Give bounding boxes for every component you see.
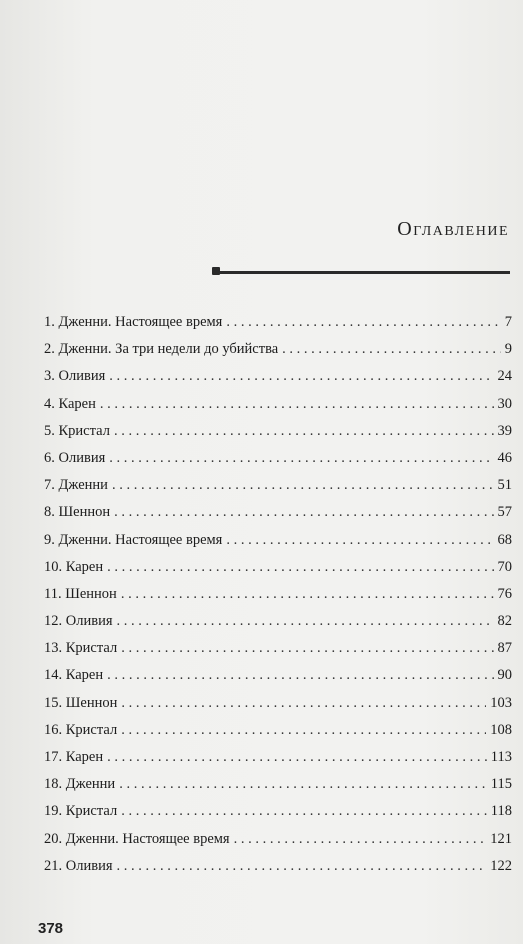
toc-entry-title: 5. Кристал [44, 422, 110, 439]
page-number: 378 [38, 920, 64, 937]
toc-entry-page: 51 [497, 477, 512, 494]
toc-entry[interactable] [44, 391, 512, 418]
toc-entry-title: 6. Оливия [44, 449, 106, 466]
toc-entry-title: 4. Карен [44, 395, 96, 412]
toc-entry-title: 20. Дженни. Настоящее время [44, 830, 230, 847]
toc-entry[interactable] [44, 635, 512, 662]
toc-leader-dots [107, 554, 493, 581]
toc-leader-dots [121, 635, 493, 662]
toc-leader-dots [107, 662, 493, 689]
toc-entry[interactable] [44, 853, 512, 880]
toc-entry-title: 11. Шеннон [44, 585, 117, 602]
toc-entry-page: 87 [497, 640, 512, 657]
toc-leader-dots [107, 744, 487, 771]
toc-leader-dots [282, 336, 501, 363]
toc-entry-page: 9 [504, 341, 512, 358]
toc-entry[interactable] [44, 472, 512, 499]
toc-entry-page: 30 [497, 395, 512, 412]
toc-leader-dots [117, 853, 487, 880]
toc-entry-page: 24 [497, 368, 512, 385]
toc-leader-dots [234, 826, 487, 853]
toc-entry-page: 108 [490, 721, 512, 738]
toc-leader-dots [114, 499, 493, 526]
toc-entry[interactable] [44, 554, 512, 581]
toc-entry-page: 76 [497, 585, 512, 602]
toc-entry[interactable] [44, 662, 512, 689]
toc-entry-page: 90 [497, 667, 512, 684]
toc-entry[interactable] [44, 445, 512, 472]
toc-entry-title: 3. Оливия [44, 368, 106, 385]
toc-entry-title: 16. Кристал [44, 721, 118, 738]
toc-leader-dots [109, 445, 493, 472]
table-of-contents [44, 309, 512, 880]
toc-entry[interactable] [44, 309, 512, 336]
toc-entry-title: 7. Дженни [44, 477, 108, 494]
toc-leader-dots [112, 472, 494, 499]
toc-entry-title: 1. Дженни. Настоящее время [44, 314, 223, 330]
toc-entry-page: 57 [497, 504, 512, 521]
toc-entry-title: 21. Оливия [44, 857, 113, 874]
toc-entry-page: 68 [497, 531, 512, 548]
toc-entry[interactable] [44, 608, 512, 635]
toc-entry[interactable] [44, 771, 512, 798]
toc-entry[interactable] [44, 798, 512, 825]
toc-entry[interactable] [44, 581, 512, 608]
toc-entry[interactable] [44, 336, 512, 363]
toc-leader-dots [121, 690, 486, 717]
toc-entry-page: 39 [497, 422, 512, 439]
toc-entry-title: 12. Оливия [44, 613, 113, 630]
toc-leader-dots [226, 527, 493, 554]
toc-entry[interactable] [44, 499, 512, 526]
title-rule [218, 271, 510, 274]
toc-entry-title: 17. Карен [44, 749, 104, 765]
toc-entry-title: 8. Шеннон [44, 504, 111, 521]
toc-leader-dots [100, 391, 494, 418]
bleed-through-text [30, 40, 500, 208]
toc-entry-page: 46 [497, 449, 512, 466]
toc-leader-dots [117, 608, 494, 635]
toc-entry-page: 115 [490, 776, 512, 793]
toc-entry-title: 10. Карен [44, 558, 104, 575]
toc-entry-page: 113 [490, 749, 512, 765]
toc-leader-dots [121, 717, 486, 744]
toc-entry-title: 9. Дженни. Настоящее время [44, 531, 223, 548]
toc-entry[interactable] [44, 744, 512, 771]
toc-entry-page: 118 [490, 803, 512, 820]
toc-leader-dots [109, 363, 493, 390]
toc-entry-title: 13. Кристал [44, 640, 118, 657]
toc-entry-page: 82 [497, 613, 512, 630]
toc-entry-title: 14. Карен [44, 667, 104, 684]
toc-entry[interactable] [44, 418, 512, 445]
toc-entry-page: 121 [490, 830, 512, 847]
toc-entry-page: 7 [504, 314, 512, 330]
toc-leader-dots [226, 309, 500, 336]
toc-entry-title: 19. Кристал [44, 803, 118, 820]
toc-entry[interactable] [44, 527, 512, 554]
toc-leader-dots [114, 418, 494, 445]
toc-entry[interactable] [44, 826, 512, 853]
toc-entry-title: 18. Дженни [44, 776, 116, 793]
toc-entry[interactable] [44, 690, 512, 717]
toc-entry-title: 2. Дженни. За три недели до убийства [44, 341, 279, 358]
toc-leader-dots [121, 798, 487, 825]
toc-entry-page: 122 [490, 857, 512, 874]
page-title: Оглавление [397, 218, 509, 240]
toc-entry-title: 15. Шеннон [44, 694, 118, 711]
toc-entry-page: 70 [497, 558, 512, 575]
toc-leader-dots [121, 581, 494, 608]
toc-leader-dots [119, 771, 487, 798]
toc-entry[interactable] [44, 717, 512, 744]
toc-entry-page: 103 [490, 694, 512, 711]
toc-entry[interactable] [44, 363, 512, 390]
